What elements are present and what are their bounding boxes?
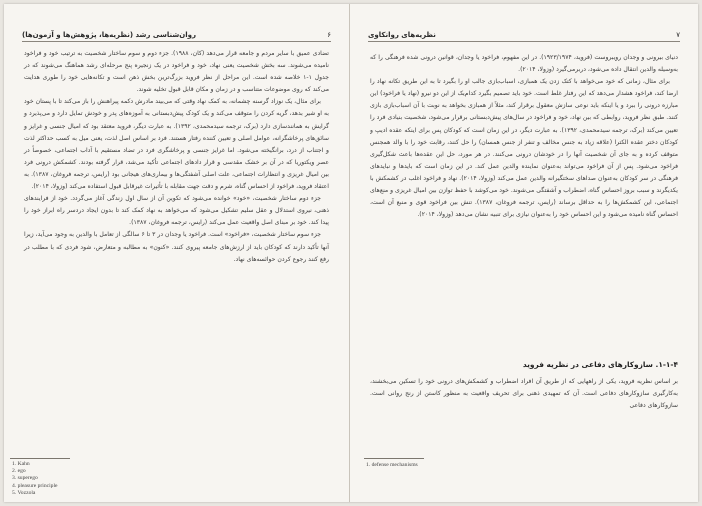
- footnote: 4. pleasure principle: [12, 482, 58, 489]
- section-heading: ۱-۱-۴. سازوکارهای دفاعی در نظریه فروید: [522, 360, 678, 369]
- left-header-title: روان‌شناسی رشد (نظریه‌ها، پژوهش‌ها و آزمون‌ها): [22, 31, 196, 39]
- left-paragraph: تضادی عمیق با سایر مردم و جامعه قرار می‌دهد (کان، ۱۹۸۸). جزء دوم و سوم ساختار شخصیت به ترتیب خود و فراخود نامیده می‌شوند. سه بخش شخصیت یعنی نهاد، خود و فراخود در یک زنجیره پنج مرحله‌ای رشد هماهنگ می‌شوند که در جدول ۱-۱ خلاصه شده است. این مراحل از نظر فروید بزرگ‌ترین بخش ذهن است و تکانه‌هایی خود را طوری هدایت می‌کند که روی موضوعات متناسب و در زمان و مکان قابل قبول تخلیه شوند.: [24, 50, 329, 94]
- right-paragraph: دنیای بیرونی و وجدان رویبروست (فروید، ۱۹۲۳/۱۹۷۴). در این مفهوم، فراخود یا وجدان، قوانین درونی شده فرهنگی را که به‌وسیله والدین انتقال داده می‌شود، دربرمی‌گیرد (وزولا، ۲۰۱۴).: [370, 54, 678, 74]
- left-paragraph: جزء دوم ساختار شخصیت، «خود» خوانده می‌شود که تکوین آن از سال اول زندگی آغاز می‌گردد. خود از فرایندهای ذهنی، نیروی استدلال و عقل سلیم تشکیل می‌شود که می‌خواهد به نهاد کمک کند تا بدون ایجاد دردسر راه ابراز خود را پیدا کند. خود بر مبنای اصل واقعیت عمل می‌کند (رایس، ترجمه فروغان، ۱۳۸۷).: [24, 195, 329, 227]
- right-header-title: نظریه‌های روانکاوی: [368, 31, 436, 39]
- right-footnote-rule: [364, 458, 424, 459]
- left-footnote-rule: [10, 458, 70, 459]
- section-body-text: [370, 376, 678, 438]
- left-paragraph: برای مثال، یک نوزاد گرسنه چشمانه، به کمک نهاد وقتی که می‌بیند مادرش دکمه پیراهنش را باز می‌کند تا با پستان خود به او شیر بدهد، گریه کردن را متوقف می‌کند و یک کودک پیش‌دبستانی به آموزه‌های پدر و خودش تمایل دارد و می‌پذیرد و گرایش به همانندسازی دارد (برک، ترجمه سیدمحمدی، ۱۳۹۲). به عبارت دیگر، فروید معتقد بود که امیال جنسی و غرایز و سائق‌های پرخاشگرانه، عوامل اصلی و تعیین کننده رفتار هستند. فرد بر اساس اصل لذت، یعنی میل به کسب حداکثر لذت و اجتناب از درد، برانگیخته می‌شود. اما غرایز جنسی و پرخاشگری فرد در تضاد مستقیم با آداب اجتماعی، خصوصاً در عصر ویکتوریا که در آن بر خشک مقدسی و قرار دادهای اجتماعی تأکید می‌شد، قرار گرفته بودند. کشمکش درونی فرد بین امیال غریزی و انتظارات اجتماعی، علت اصلی آشفتگی‌ها و بیماری‌های هیجانی بود (رایس، ترجمه فروغان، ۱۳۸۷). به اعتقاد فروید، فراخود از احساس گناه، شرم و دقت جهت مقابله با تأثیرات غیرقابل قبول استفاده می‌کند (وزولا، ۲۰۱۴).: [24, 98, 330, 191]
- footnote: 5. Vozzola: [12, 489, 36, 496]
- left-running-head: [22, 26, 331, 42]
- right-page-number: ۷: [676, 31, 680, 39]
- right-page: [350, 4, 698, 502]
- left-page-number: ۶: [327, 31, 331, 39]
- footnote: 3. superego: [12, 475, 38, 482]
- footnote: 1. defense mechanisms: [366, 462, 418, 468]
- left-paragraph: جزء سوم ساختار شخصیت، «فراخود» است. فراخود یا وجدان در ۳ تا ۶ سالگی از تعامل با والدین به وجود می‌آید، زیرا آنها تأکید دارند که کودکان باید از ارزش‌های جامعه پیروی کنند. «کنون» به مطالبه و متعارض، شود فردی که با مطلب در رفع کنند رجوع کردن حوائسه‌های نهاد.: [24, 231, 329, 263]
- right-footnotes: [366, 462, 418, 469]
- left-footnotes: [12, 461, 58, 497]
- left-page: [4, 4, 350, 502]
- left-body-text: [24, 48, 329, 448]
- right-running-head: [368, 26, 680, 42]
- right-paragraph: برای مثال، زمانی که خود می‌خواهد با کتک زدن یک همبازی، اسباب‌بازی جالب او را بگیرد تا به این طریق تکانه نهاد را ارضا کند، فراخود هشدار می‌دهد که این رفتار غلط است. خود باید تصمیم بگیرد کدام‌یک از این دو نیرو (نهاد یا فراخود) این مبارزه درونی را ببرد و یا اینکه باید نوعی سازش معقول برقرار کند، مثلاً از همبازی بخواهد به نوبت با آن اسباب‌بازی بازی کنند. طبق نظر فروید، روابطی که بین نهاد، خود و فراخود در سال‌های پیش‌دبستانی برقرار می‌شود، شخصیت بنیادی فرد را تعیین می‌کند (برک، ترجمه سیدمحمدی، ۱۳۹۲). به عبارت دیگر، در این زمان است که کودکان پس برای اینکه عقده ادیپ و کودکان دختر عقده الکترا (علاقه زیاد به جنس مخالف و تنفر از جنس همسان) را حل کنند، رقابت خود را با والد همجنس متوقف کرده و به جای آن شخصیت آنها را در خودشان درونی می‌کنند. در هر مورد، حل این عقده‌ها باعث شکل‌گیری فراخود می‌شود. پس از آن فراخود می‌تواند به‌عنوان نماینده والدین عمل کند. در این زمان است که بایدها و نبایدهای فرهنگی در سر کودکان به‌عنوان صداهای سختگیرانه والدین عمل می‌کند (وزولا، ۲۰۱۴). نهاد و فراخود اغلب در کشمکش با یکدیگرند و سبب بروز احساس گناه، اضطراب و آشفتگی می‌شوند. خود می‌کوشد با حفظ توازن بین امیال غریزی و منع‌های اجتماعی، این کشمکش‌ها را به حداقل برساند (رایس، ترجمه فروغان، ۱۳۸۷). تنش بین فراخود قوی و منبع آن است، احساس گناه نامیده می‌شود و این احساس خود را به‌عنوان نیازی برای تنبیه نشان می‌دهد (وزولا، ۲۰۱۴).: [370, 78, 678, 219]
- right-body-text: [370, 52, 678, 342]
- footnote: 2. ego: [12, 468, 26, 475]
- footnote: 1. Kahn: [12, 461, 30, 467]
- section-paragraph: بر اساس نظریه فروید، یکی از راههایی که از طریق آن افراد اضطراب و کشمکش‌های درونی خود را تسکین می‌بخشند، به‌کارگیری سازوکارهای دفاعی است. آن که تمهیدی ذهنی برای تحریف واقعیت به منظور کاستن از رنج روانی است. سازوکارهای دفاعی: [370, 378, 678, 410]
- book-spread: [4, 4, 698, 502]
